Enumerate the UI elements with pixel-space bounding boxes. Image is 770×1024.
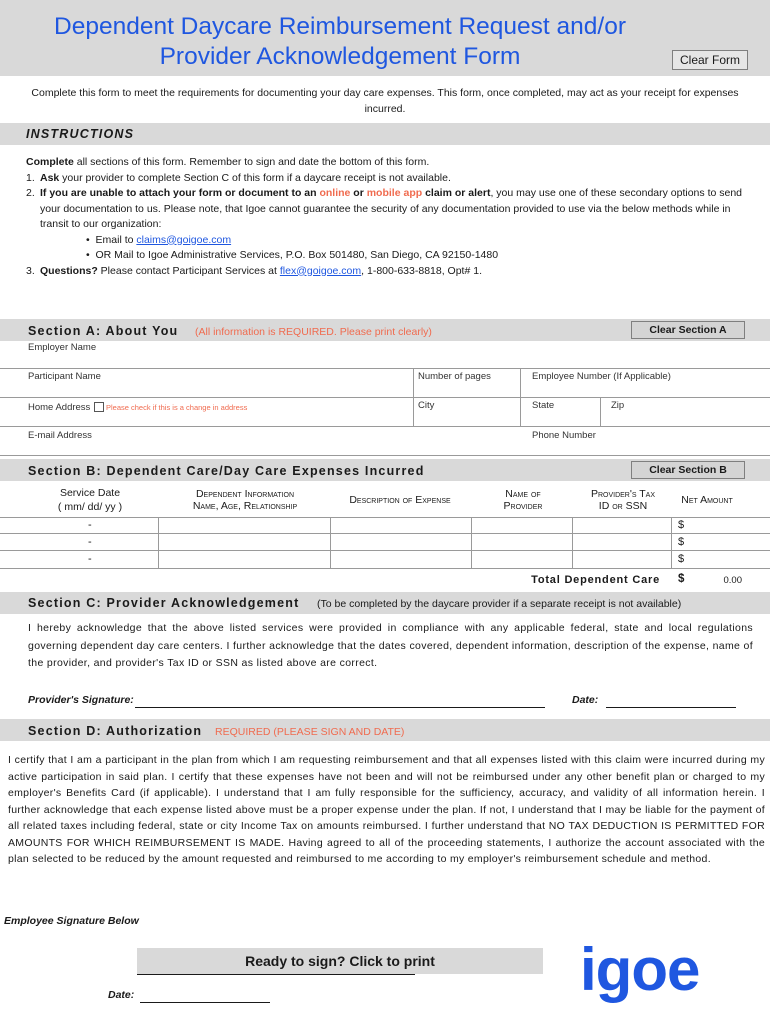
col-net-amount: Net Amount <box>681 494 733 506</box>
zip-label: Zip <box>611 400 625 411</box>
clear-section-b-button[interactable]: Clear Section B <box>631 461 745 479</box>
participant-name-label: Participant Name <box>28 371 101 382</box>
employee-number-label: Employee Number (If Applicable) <box>532 371 671 382</box>
instr-num-3: 3. <box>26 264 35 277</box>
col-dependent-1: Dependent Information <box>195 488 295 500</box>
provider-signature-field[interactable] <box>135 707 545 708</box>
instr-claim-alert: claim or alert <box>422 187 491 199</box>
instr-questions-bold: Questions? <box>40 264 98 277</box>
table-line <box>0 550 770 551</box>
col-provider-1: Name of <box>505 488 541 500</box>
flex-email-link[interactable]: flex@goigoe.com <box>279 264 362 277</box>
section-b-title: Section B: Dependent Care/Day Care Expenses Incurred <box>28 464 425 478</box>
table-col-line <box>671 517 672 568</box>
provider-signature-label: Provider's Signature: <box>28 694 134 706</box>
instr-complete-bold: Complete <box>26 156 74 168</box>
instr-email-prefix: Email to <box>95 233 137 246</box>
table-line <box>0 533 770 534</box>
col-service-date-2: ( mm/ dd/ yy ) <box>57 501 123 513</box>
state-label: State <box>532 400 555 411</box>
table-col-line <box>572 517 573 568</box>
section-c-title: Section C: Provider Acknowledgement <box>28 596 300 610</box>
city-label: City <box>418 400 435 411</box>
print-to-sign-button[interactable]: Ready to sign? Click to print <box>137 948 543 974</box>
instructions-body <box>26 155 761 279</box>
address-change-note: Please check if this is a change in address <box>106 403 248 412</box>
bullet-icon: • <box>86 249 96 261</box>
clear-form-button[interactable]: Clear Form <box>672 50 748 70</box>
col-dependent-info <box>160 488 330 512</box>
address-change-checkbox[interactable] <box>94 402 104 412</box>
col-provider-tax-id <box>573 488 673 512</box>
igoe-logo: igoe <box>580 936 700 1003</box>
instructions-heading: INSTRUCTIONS <box>26 127 135 141</box>
employee-signature-field[interactable] <box>137 974 415 975</box>
col-tax-2: ID or SSN <box>598 500 648 512</box>
clear-section-a-button[interactable]: Clear Section A <box>631 321 745 339</box>
instr-phone: , 1-800-633-8818, Opt# 1. <box>361 264 482 277</box>
row1-net-amount-input[interactable]: $ <box>678 519 685 531</box>
total-value: 0.00 <box>723 575 742 586</box>
email-label: E-mail Address <box>28 430 92 441</box>
section-d-text: I certify that I am a participant in the plan from which I am requesting reimbursement and that all expenses listed with this claim were incurred during my active participation in said plan. I certify that these expenses have not been and will not be reimbursed under any other benefit plan or charged to my employer's Benefits Card (if applicable). I understand that I am fully responsible for the sufficiency, accuracy, and validity of all information herein. I further acknowledge that each expense listed above must be a proper expense under the plan. If not, I understand that I may be liable for the payment of all related taxes including federal, state or city Income Tax on amounts reimbursed. I further understand that NO TAX DEDUCTION IS PERMITTED FOR AMOUNTS FOR WHICH REIMBURSEMENT IS MADE. Having agreed to all of the proceeding statements, I authorize the account associated with the plan selected to be reduced by the amount requested and reimbursed to me according to my employer's reimbursement schedule and method. <box>8 754 765 865</box>
instr-mail-address: OR Mail to Igoe Administrative Services, P.O. Box 501480, San Diego, CA 92150-1480 <box>95 249 499 261</box>
section-a-title: Section A: About You <box>28 324 179 338</box>
row2-net-amount-input[interactable]: $ <box>678 536 685 548</box>
total-currency: $ <box>678 573 685 585</box>
col-tax-1: Provider's Tax <box>590 488 656 500</box>
employee-signature-label: Employee Signature Below <box>4 915 139 927</box>
email-row-line[interactable] <box>0 455 770 456</box>
section-d-title: Section D: Authorization <box>28 724 203 738</box>
employee-date-label: Date: <box>108 989 135 1001</box>
provider-date-field[interactable] <box>606 707 736 708</box>
provider-date-label: Date: <box>572 694 599 706</box>
section-c-text: I hereby acknowledge that the above listed services were provided in compliance with any applicable federal, state and local regulations governing dependent day care centers. I further acknowledge that the dates covered, dependent information, description of the expense, name of the provider, and provider's Tax ID or SSN as listed above are correct. <box>28 622 753 669</box>
instr-online: online <box>319 187 351 199</box>
table-col-line <box>471 517 472 568</box>
instr-contact-text: Please contact Participant Services at <box>97 264 280 277</box>
total-label: Total Dependent Care <box>531 574 660 586</box>
number-of-pages-label: Number of pages <box>418 371 491 382</box>
col-service-date-1: Service Date <box>59 487 121 499</box>
address-row-line[interactable] <box>0 426 770 427</box>
row3-net-amount-input[interactable]: $ <box>678 553 685 565</box>
instr-ask-bold: Ask <box>40 171 60 184</box>
instr-complete-text: all sections of this form. Remember to sign and date the bottom of this form. <box>73 156 430 168</box>
section-c-note: (To be completed by the daycare provider if a separate receipt is not available) <box>317 598 682 610</box>
table-line <box>0 517 770 518</box>
employee-date-field[interactable] <box>140 1002 270 1003</box>
instr-num-2: 2. <box>26 187 35 199</box>
claims-email-link[interactable]: claims@goigoe.com <box>136 233 232 246</box>
row1-date-input[interactable]: - <box>88 519 92 531</box>
employer-name-label: Employer Name <box>28 342 97 353</box>
section-d-note: REQUIRED (PLEASE SIGN AND DATE) <box>215 726 405 738</box>
table-col-line <box>330 517 331 568</box>
instr-mobile-app: mobile app <box>366 187 423 199</box>
divider <box>600 397 601 426</box>
employer-name-field[interactable] <box>0 368 770 369</box>
instr-num-1: 1. <box>26 171 35 184</box>
divider <box>520 369 521 397</box>
form-title-line1: Dependent Daycare Reimbursement Request and/or <box>54 13 626 40</box>
section-a-note: (All information is REQUIRED. Please print clearly) <box>195 326 432 338</box>
form-title-line2: Provider Acknowledgement Form <box>159 43 521 70</box>
divider <box>520 397 521 426</box>
phone-label: Phone Number <box>532 430 596 441</box>
table-col-line <box>158 517 159 568</box>
col-provider-2: Provider <box>503 500 543 512</box>
col-dependent-2: Name, Age, Relationship <box>192 500 298 512</box>
col-provider-name <box>473 488 573 512</box>
intro-text: Complete this form to meet the requirements for documenting your day care expenses. This form, once completed, may act as your receipt for expenses incurred. <box>31 87 739 115</box>
table-line <box>0 568 770 569</box>
col-description: Description of Expense <box>349 494 451 506</box>
instr-unable-bold: If you are unable to attach your form or document to an <box>40 187 320 199</box>
row3-date-input[interactable]: - <box>88 553 92 565</box>
instr-secondary-options: , you may use one of these secondary options to send your documentation to us. Please note, that Igoe cannot guarantee the security of any documentation provided to use via the below methods while in transit to our organization: <box>40 187 743 230</box>
bullet-icon: • <box>86 233 96 246</box>
row2-date-input[interactable]: - <box>88 536 92 548</box>
instr-ask-text: your provider to complete Section C of this form if a daycare receipt is not available. <box>59 171 451 184</box>
participant-name-field[interactable] <box>0 397 770 398</box>
instr-or: or <box>350 187 367 199</box>
col-service-date <box>30 486 150 514</box>
home-address-label: Home Address <box>28 402 91 413</box>
